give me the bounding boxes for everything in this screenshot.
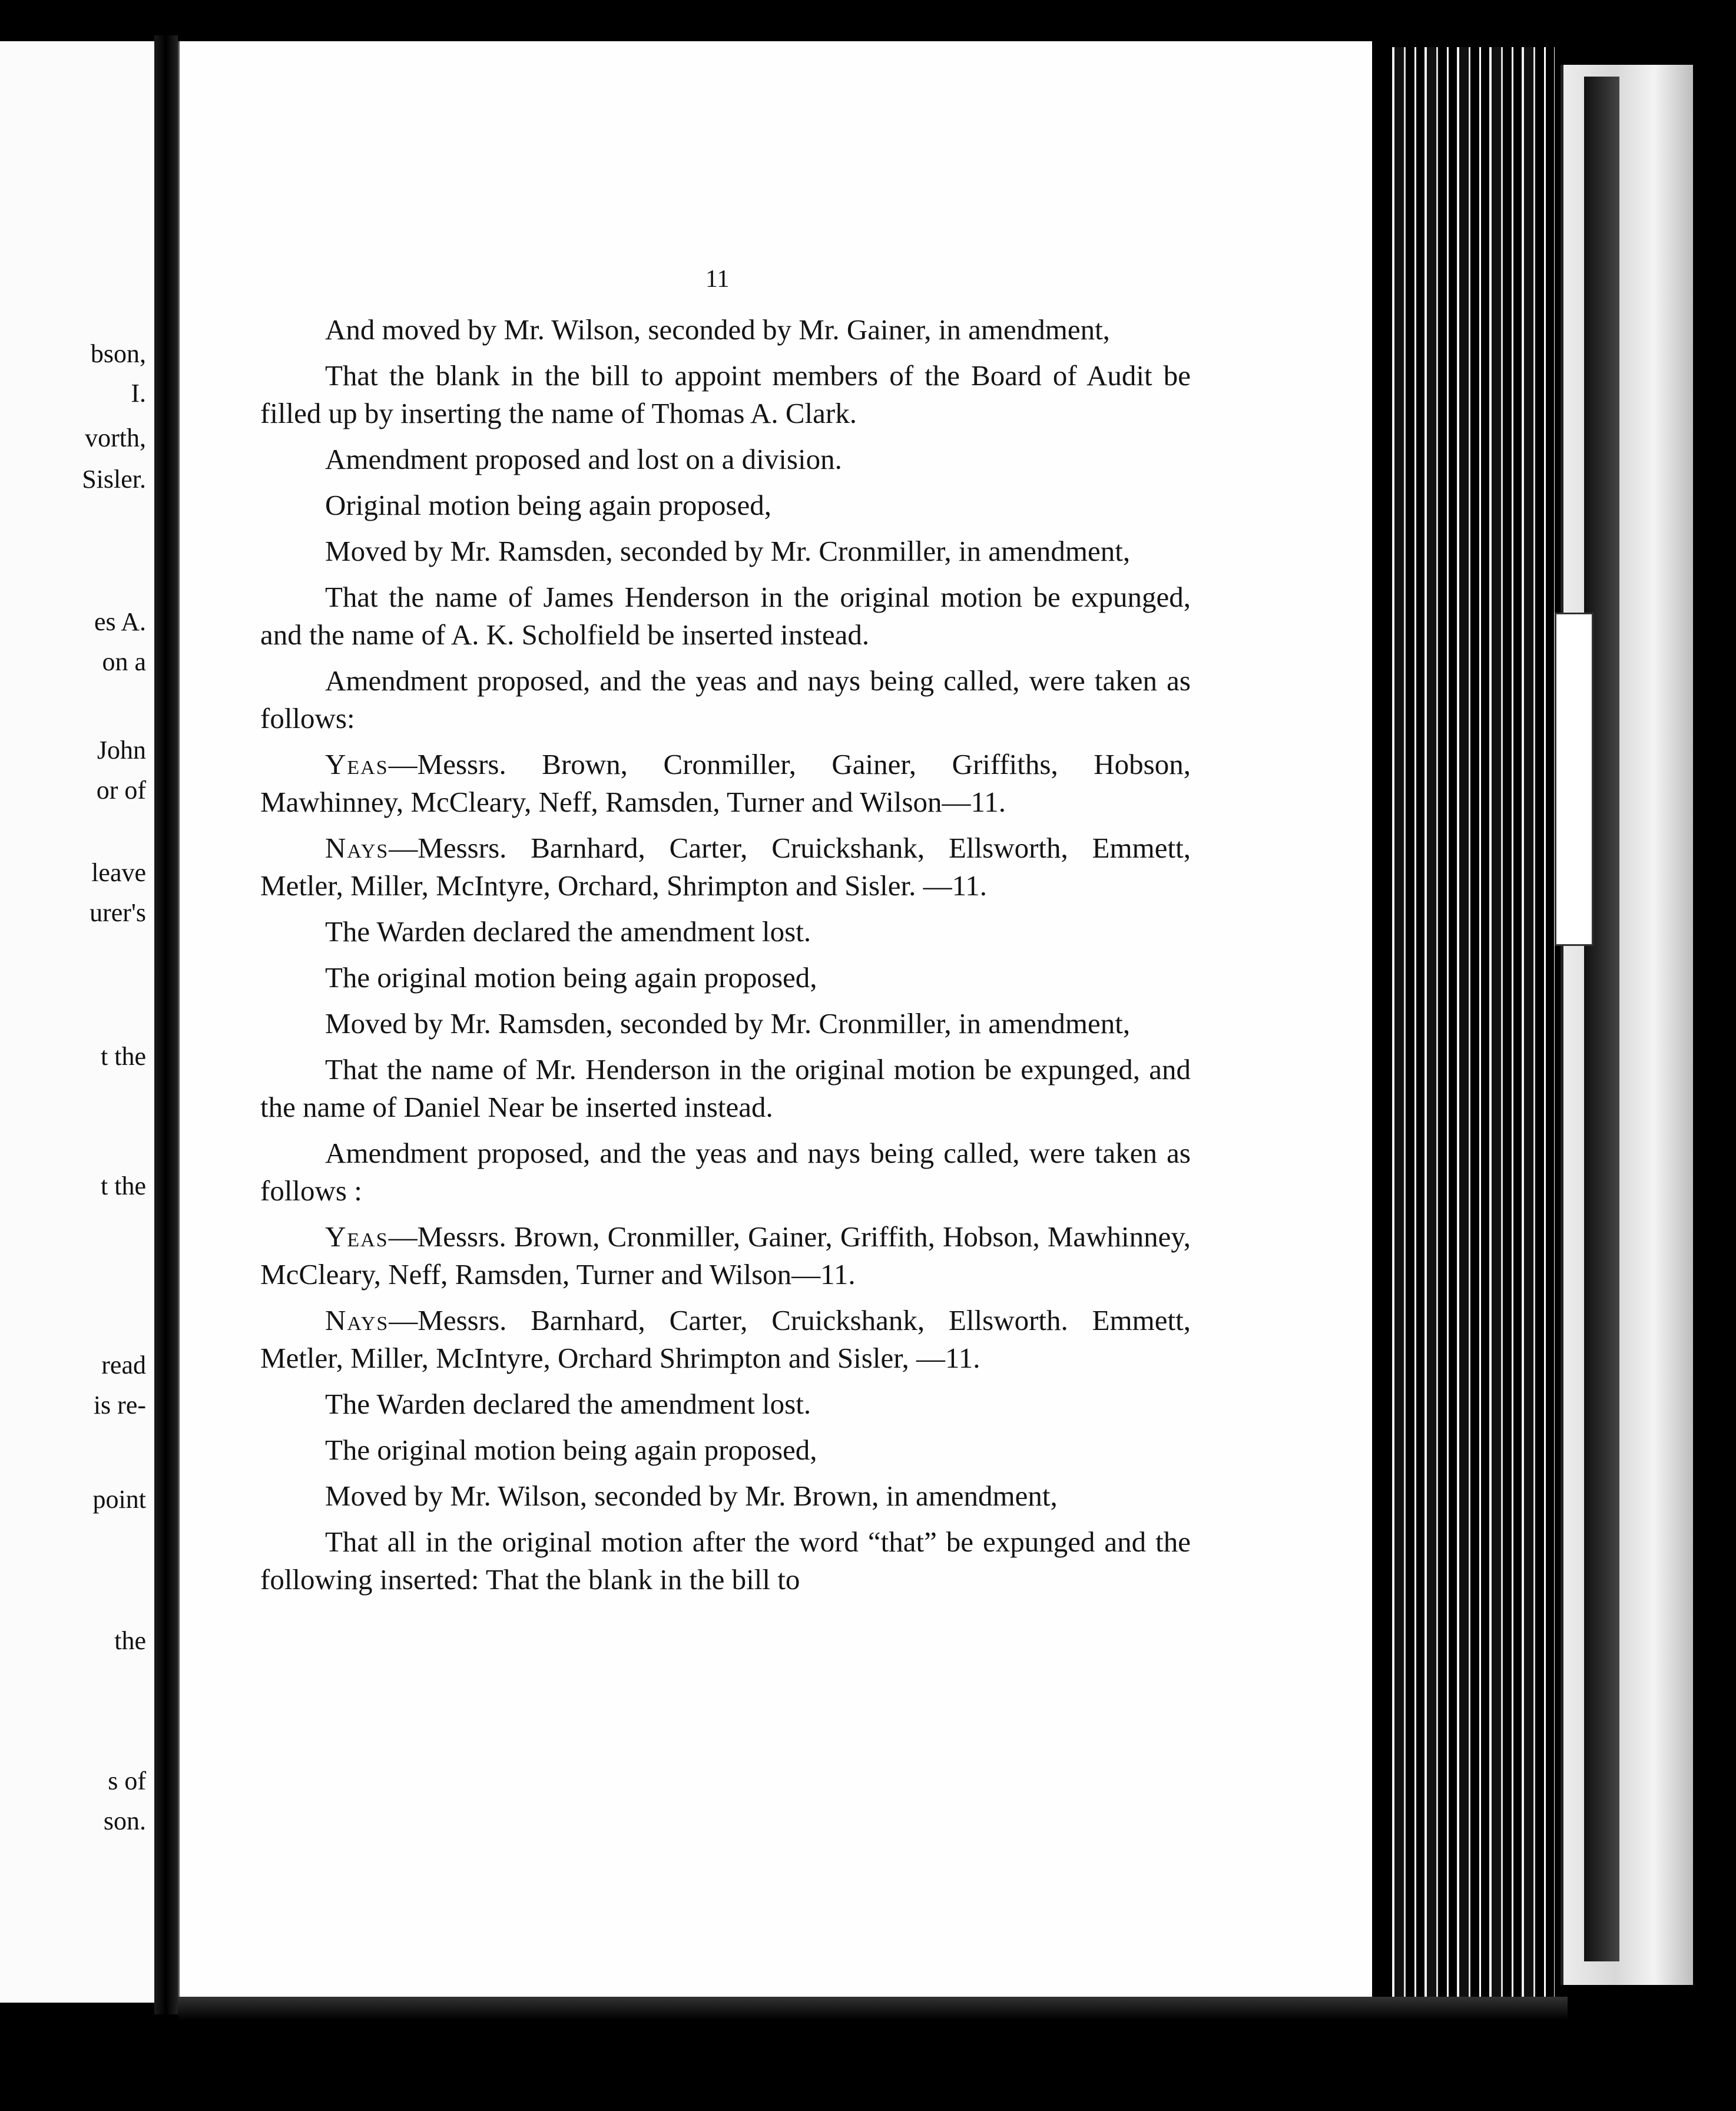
paragraph: Amendment proposed, and the yeas and nays being called, were taken as follows : xyxy=(260,1137,1191,1207)
left-page-line: son. xyxy=(103,1806,146,1835)
left-page-line: leave xyxy=(91,858,146,887)
vote-list: —Messrs. Barnhard, Carter, Cruickshank, Ellsworth. Emmett, Metler, Miller, McIntyre, Orchard Shrimpton and Sisler, —11. xyxy=(260,1304,1191,1374)
page-edges-stripes xyxy=(1384,47,1555,2003)
vote-label: Nays xyxy=(325,1304,389,1336)
vote-yeas xyxy=(260,1218,1191,1293)
left-page-line: s of xyxy=(108,1766,146,1795)
vote-list: —Messrs. Brown, Cronmiller, Gainer, Griffiths, Hobson, Mawhinney, McCleary, Neff, Ramsden, Turner and Wilson—11. xyxy=(260,748,1191,818)
paragraph: Moved by Mr. Wilson, seconded by Mr. Brown, in amendment, xyxy=(325,1480,1058,1512)
paragraph: That all in the original motion after the word “that” be expunged and the following inserted: That the blank in the bill to xyxy=(260,1526,1191,1596)
paragraph: Amendment proposed, and the yeas and nays being called, were taken as follows: xyxy=(260,664,1191,734)
vote-label: Yeas xyxy=(325,748,389,780)
paragraph: The original motion being again proposed, xyxy=(325,1434,817,1466)
left-page-line: point xyxy=(92,1485,146,1514)
vote-list: —Messrs. Barnhard, Carter, Cruickshank, Ellsworth, Emmett, Metler, Miller, McIntyre, Orchard, Shrimpton and Sisler. —11. xyxy=(260,832,1191,902)
paragraph: The Warden declared the amendment lost. xyxy=(325,915,811,948)
left-page-line: John xyxy=(97,736,146,765)
left-page-line: Sisler. xyxy=(82,465,146,494)
paragraph: That the name of James Henderson in the original motion be expunged, and the name of A. K. Scholfield be inserted instead. xyxy=(260,581,1191,651)
book-cover-edge xyxy=(1561,65,1693,1985)
page-body xyxy=(260,311,1191,1607)
vote-nays xyxy=(260,1302,1191,1377)
paragraph: That the blank in the bill to appoint members of the Board of Audit be filled up by inserting the name of Thomas A. Clark. xyxy=(260,359,1191,429)
paragraph: Moved by Mr. Ramsden, seconded by Mr. Cronmiller, in amendment, xyxy=(325,535,1131,567)
paragraph: Original motion being again proposed, xyxy=(325,489,771,521)
left-page-line: on a xyxy=(102,647,146,676)
left-page-line: t the xyxy=(101,1042,146,1071)
left-page-line: read xyxy=(101,1351,146,1379)
vote-label: Yeas xyxy=(325,1220,389,1253)
left-page-line: the xyxy=(114,1626,146,1655)
left-page-line: or of xyxy=(96,776,146,805)
vote-label: Nays xyxy=(325,832,389,864)
left-page-line: I. xyxy=(131,379,146,408)
bottom-shadow xyxy=(178,1997,1568,2020)
left-page-line: urer's xyxy=(90,898,146,927)
cover-shadow xyxy=(1584,77,1619,1961)
book-gutter xyxy=(154,35,178,2014)
vote-nays xyxy=(260,829,1191,905)
previous-page-fragment xyxy=(0,41,159,2003)
paragraph: The original motion being again proposed, xyxy=(325,961,817,994)
paragraph: Moved by Mr. Ramsden, seconded by Mr. Cronmiller, in amendment, xyxy=(325,1007,1131,1040)
left-page-line: vorth, xyxy=(85,423,146,452)
left-page-line: is re- xyxy=(93,1391,146,1420)
paragraph: That the name of Mr. Henderson in the original motion be expunged, and the name of Daniel Near be inserted instead. xyxy=(260,1053,1191,1123)
paragraph: Amendment proposed and lost on a division. xyxy=(325,443,842,475)
left-page-line: t the xyxy=(101,1172,146,1200)
vote-yeas xyxy=(260,746,1191,821)
paragraph: The Warden declared the amendment lost. xyxy=(325,1388,811,1420)
vote-list: —Messrs. Brown, Cronmiller, Gainer, Griffith, Hobson, Mawhinney, McCleary, Neff, Ramsden, Turner and Wilson—11. xyxy=(260,1220,1191,1291)
cover-torn-tab xyxy=(1555,613,1593,946)
paragraph: And moved by Mr. Wilson, seconded by Mr. Gainer, in amendment, xyxy=(325,313,1110,346)
left-page-line: es A. xyxy=(94,607,146,636)
left-page-line: bson, xyxy=(90,339,146,368)
page-number: 11 xyxy=(705,266,730,293)
